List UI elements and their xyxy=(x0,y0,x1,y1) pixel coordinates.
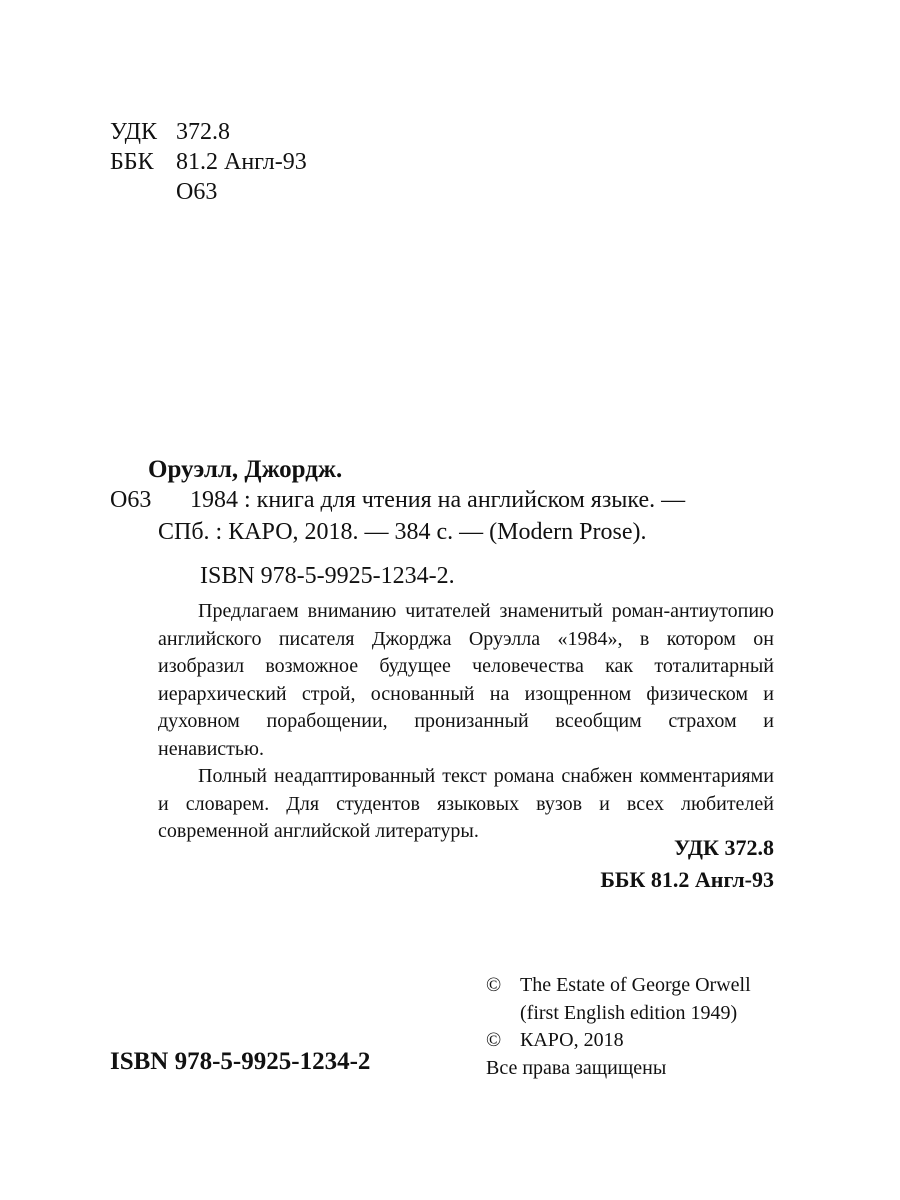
udk-code: УДК 372.8 xyxy=(673,835,774,860)
author-mark-top: О63 xyxy=(176,179,218,205)
copyright-note: (first English edition 1949) xyxy=(520,1001,738,1024)
annotation xyxy=(158,598,774,846)
copyright-holder-1: The Estate of George Orwell xyxy=(520,974,751,996)
bbk-code: ББК 81.2 Англ-93 xyxy=(600,867,774,892)
copyright-icon: © xyxy=(486,1029,502,1051)
udk-label: УДК xyxy=(110,119,157,145)
author-name: Оруэлл, Джордж. xyxy=(148,456,343,483)
isbn-footer: ISBN 978-5-9925-1234-2 xyxy=(110,1048,371,1075)
author-mark: О63 xyxy=(110,487,152,513)
title-line-1: 1984 : книга для чтения на английском языке. — xyxy=(190,487,686,513)
copyright-icon: © xyxy=(486,974,502,996)
rights-reserved: Все права защищены xyxy=(486,1056,667,1079)
annotation-paragraph-2: Полный неадаптированный текст романа снабжен комментариями и словарем. Для студентов языковых вузов и всех любителей современной английской литературы. xyxy=(158,765,774,842)
classification-codes xyxy=(600,832,774,896)
bbk-label: ББК xyxy=(110,149,154,175)
bbk-value: 81.2 Англ-93 xyxy=(176,149,307,175)
title-line-2: СПб. : КАРО, 2018. — 384 с. — (Modern Prose). xyxy=(158,519,647,545)
isbn-entry: ISBN 978-5-9925-1234-2. xyxy=(200,563,455,589)
annotation-paragraph-1: Предлагаем вниманию читателей знаменитый роман-антиутопию английского писателя Джорджа Оруэлла «1984», в котором он изобразил возможное будущее человечества как тоталитарный иерархический строй, основанный на изощренном физическом и духовном порабощении, пронизанный всеобщим страхом и ненавистью. xyxy=(158,600,774,760)
udk-value: 372.8 xyxy=(176,119,230,145)
copyright-holder-2: КАРО, 2018 xyxy=(520,1029,624,1051)
